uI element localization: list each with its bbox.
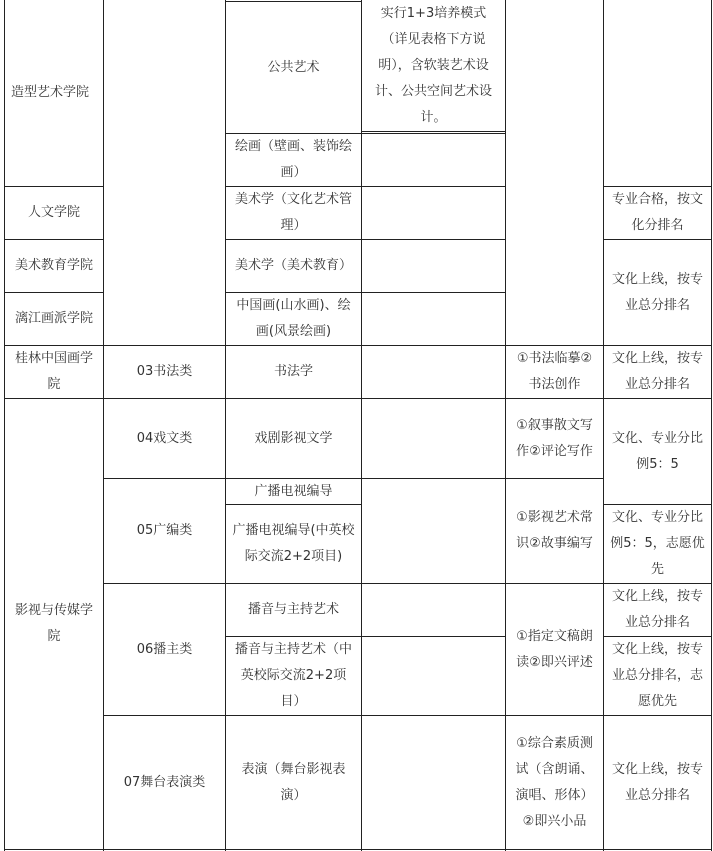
- major-cell: 绘画（壁画、装饰绘画）: [234, 139, 352, 180]
- category-cell: 06播主类: [136, 641, 193, 657]
- college-cell: 造型艺术学院: [11, 85, 90, 100]
- major-cell: 戏剧影视文学: [254, 430, 333, 446]
- grid-line: [711, 0, 712, 851]
- exam-cell: ①影视艺术常识②故事编写: [516, 510, 593, 551]
- major-cell: 播音与主持艺术（中英校际交流2+2项目）: [234, 642, 352, 709]
- rule-cell: 文化、专业分比例5：5，志愿优先: [610, 510, 705, 577]
- rule-cell: 专业合格，按文化分排名: [611, 192, 703, 233]
- major-cell: 书法学: [273, 364, 313, 379]
- college-cell: 桂林中国画学院: [14, 351, 93, 392]
- major-cell: 中国画(山水画)、绘画(风景绘画): [236, 298, 351, 339]
- category-cell: 05广编类: [136, 523, 193, 538]
- major-cell: 播音与主持艺术: [247, 602, 339, 617]
- college-cell: 人文学院: [27, 205, 80, 220]
- major-cell: 广播电视编导(中英校际交流2+2项目): [232, 523, 355, 564]
- category-cell: 03书法类: [136, 364, 193, 379]
- exam-cell: ①指定文稿朗读②即兴评述: [516, 628, 593, 670]
- grid-line: [361, 131, 505, 132]
- college-cell: 影视与传媒学院: [14, 603, 93, 644]
- rule-cell: 文化上线，按专业总分排名: [611, 271, 703, 313]
- rule-cell: 文化、专业分比例5：5: [611, 430, 703, 472]
- grid-line: [4, 849, 711, 850]
- college-cell: 美术教育学院: [14, 258, 93, 273]
- exam-cell: ①书法临摹②书法创作: [516, 351, 593, 392]
- major-cell: 公共艺术: [267, 59, 320, 75]
- category-cell: 07舞台表演类: [123, 774, 206, 790]
- major-cell: 美术学（美术教育）: [234, 258, 352, 273]
- major-cell: 美术学（文化艺术管理）: [234, 192, 352, 233]
- note-cell: 实行1+3培养模式（详见表格下方说明），含软装艺术设计、公共空间艺术设计。: [374, 5, 492, 125]
- exam-cell: ①综合素质测试（含朗诵、演唱、形体）②即兴小品: [515, 735, 594, 829]
- exam-cell: ①叙事散文写作②评论写作: [516, 417, 593, 459]
- rule-cell: 文化上线，按专业总分排名: [611, 761, 703, 803]
- rule-cell: 文化上线，按专业总分排名: [611, 589, 703, 630]
- category-cell: 04戏文类: [136, 430, 193, 446]
- major-cell: 广播电视编导: [254, 483, 333, 499]
- rule-cell: 文化上线，按专业总分排名: [611, 351, 703, 392]
- major-cell: 表演（舞台影视表演）: [241, 761, 346, 803]
- college-cell: 漓江画派学院: [14, 311, 93, 326]
- rule-cell: 文化上线，按专业总分排名，志愿优先: [611, 642, 703, 709]
